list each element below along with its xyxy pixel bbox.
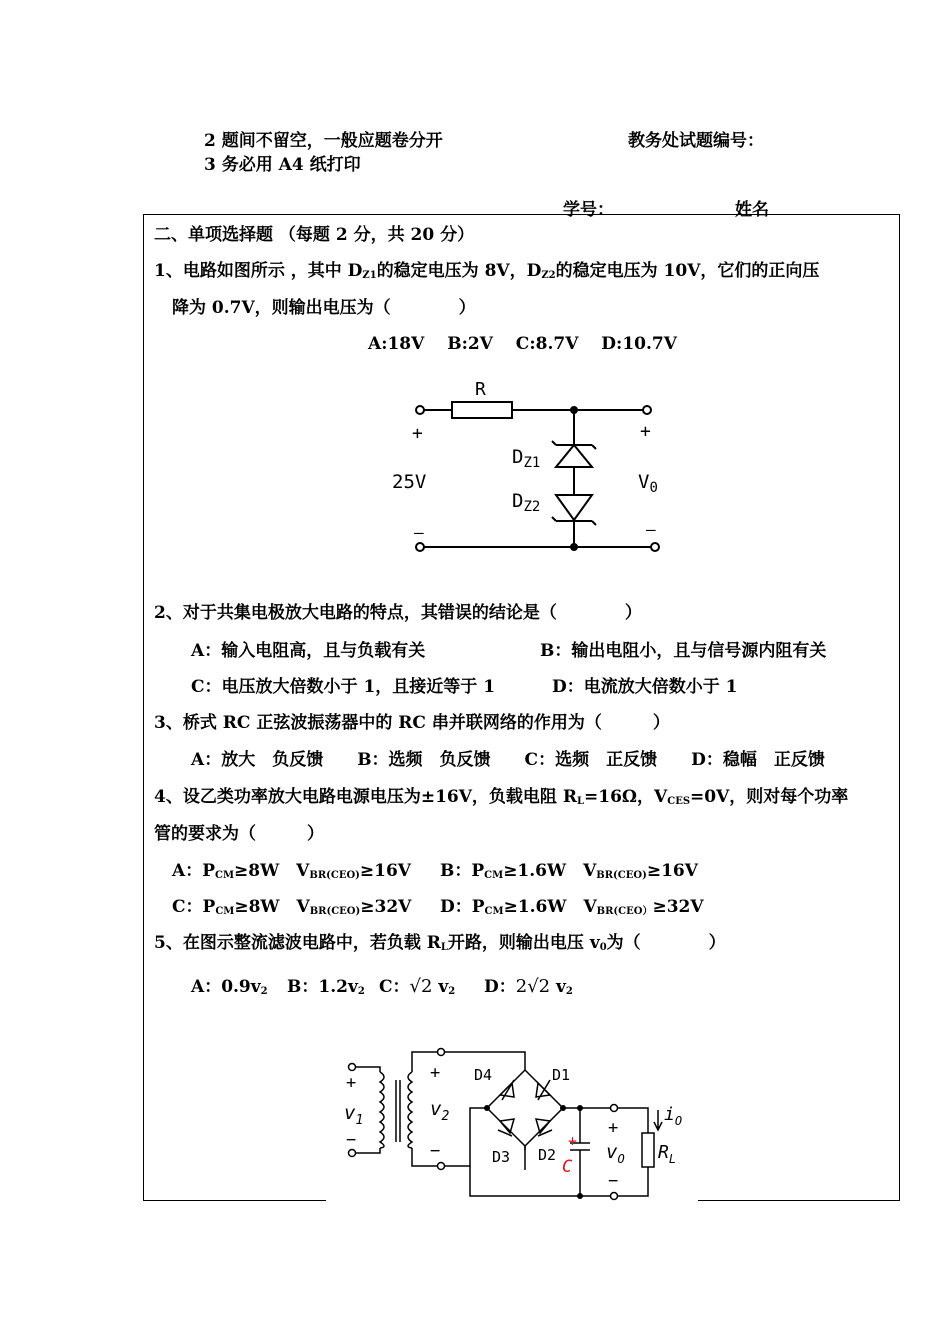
q1-stem: 1、电路如图所示 ，其中 $D_{Z1}$的稳定电压为 8V，$D_{Z2}$的稳定电压为 10V，它们的正向压: [154, 261, 820, 281]
label-vo: $v_O$: [606, 1141, 625, 1166]
label-rl: $R_L$: [658, 1142, 677, 1166]
label-minus-out: –: [646, 520, 656, 539]
q2-option-d: D：电流放大倍数小于 1: [552, 677, 738, 697]
q5-option-c: C：√2 $v_2$: [379, 976, 456, 997]
diode-d4: [500, 1080, 514, 1100]
label-plus-in: +: [412, 423, 423, 444]
label-io: $i_O$: [664, 1104, 683, 1128]
label-plus-vo: +: [608, 1118, 619, 1138]
q4-option-b: B：$P_{CM}\ge 1.6W$ $V_{BR(CEO)}\ge 16V$: [440, 861, 698, 881]
q5-bridge-rectifier-circuit: [330, 1040, 700, 1205]
label-vin: 25V: [392, 471, 427, 493]
label-minus-v2: −: [430, 1141, 441, 1161]
note-3: 3 务必用 A4 纸打印: [204, 155, 361, 175]
q5-option-b: B：$1.2v_2$: [287, 977, 365, 997]
exam-code-label: 教务处试题编号：: [628, 131, 764, 151]
junction-top: [570, 406, 578, 414]
label-cap-plus: +: [568, 1132, 578, 1150]
label-minus-in: –: [414, 523, 424, 542]
load-resistor: [642, 1133, 654, 1167]
student-id-label: 学号：: [563, 200, 614, 220]
label-plus-out: +: [640, 421, 651, 442]
input-terminal-bottom: [416, 543, 424, 551]
resistor-r: [452, 402, 512, 418]
label-r: R: [475, 379, 486, 400]
q4-option-a: A：$P_{CM}\ge 8W$ $V_{BR(CEO)}\ge 16V$: [172, 861, 411, 881]
q3-stem: 3、桥式 RC 正弦波振荡器中的 RC 串并联网络的作用为（ ）: [154, 713, 670, 733]
q2-stem: 2、对于共集电极放大电路的特点，其错误的结论是（ ）: [154, 603, 642, 623]
label-d4: D4: [474, 1066, 493, 1084]
zener-dz1: [552, 441, 596, 467]
q4-stem: 4、设乙类功率放大电路电源电压为±16V，负载电阻 $R_L=16\Omega$，$V_{CES}=0V$，则对每个功率: [154, 787, 849, 807]
label-vout: $V_0$: [638, 471, 658, 496]
note-2: 2 题间不留空，一般应题卷分开: [204, 131, 443, 151]
label-minus-v1: −: [346, 1130, 357, 1150]
q2-option-c: C：电压放大倍数小于 1，且接近等于 1: [191, 677, 496, 697]
zener-dz2: [552, 495, 596, 525]
q1-stem-line2: 降为 0.7V，则输出电压为（ ）: [172, 298, 476, 318]
input-terminal-top: [416, 406, 424, 414]
q1-zener-circuit: [392, 375, 680, 560]
junction-bottom: [570, 543, 578, 551]
section-title: 二、单项选择题 （每题 2 分，共 20 分）: [154, 225, 475, 245]
label-d3: D3: [492, 1148, 511, 1166]
q2-option-b: B：输出电阻小，且与信号源内阻有关: [540, 641, 827, 661]
label-minus-vo: −: [608, 1171, 619, 1191]
label-plus-v1: +: [346, 1073, 357, 1093]
q3-options: A：放大 负反馈 B：选频 负反馈 C：选频 正反馈 D：稳幅 正反馈: [191, 750, 825, 770]
transformer-primary-coil: [380, 1072, 384, 1148]
frame-bottom-left: [143, 1200, 326, 1201]
output-terminal-bottom: [651, 543, 659, 551]
label-cap-c: C: [562, 1157, 573, 1177]
q1-options: A:18V B:2V C:8.7V D:10.7V: [368, 334, 677, 354]
label-d1: D1: [552, 1066, 571, 1084]
label-d2: D2: [538, 1146, 557, 1164]
output-terminal-top: [643, 406, 651, 414]
q4-option-c: C：$P_{CM}\ge 8W$ $V_{BR(CEO)}\ge 32V$: [172, 897, 412, 917]
label-v1: $v_1$: [344, 1102, 364, 1128]
q4-stem-line2: 管的要求为（ ）: [154, 824, 324, 844]
label-dz1: $D_{Z1}$: [512, 446, 541, 471]
transformer-secondary-coil: [408, 1072, 412, 1148]
diode-d1: [536, 1080, 550, 1100]
q4-option-d: D：$P_{CM}\ge 1.6W$ $V_{BR(CEO)}\ge 32V$: [440, 897, 704, 917]
label-plus-v2: +: [430, 1063, 441, 1083]
q5-option-a: A：$0.9v_2$: [191, 977, 268, 997]
q2-option-a: A：输入电阻高，且与负载有关: [191, 641, 426, 661]
name-label: 姓名: [735, 200, 769, 220]
label-dz2: $D_{Z2}$: [512, 490, 541, 515]
label-v2: $v_2$: [430, 1098, 450, 1124]
q5-option-d: D：2√2 $v_2$: [484, 976, 573, 997]
frame-bottom-right: [698, 1200, 899, 1201]
q5-stem: 5、在图示整流滤波电路中，若负载 $R_L$开路，则输出电压 $v_0$为（ ）: [154, 933, 726, 953]
